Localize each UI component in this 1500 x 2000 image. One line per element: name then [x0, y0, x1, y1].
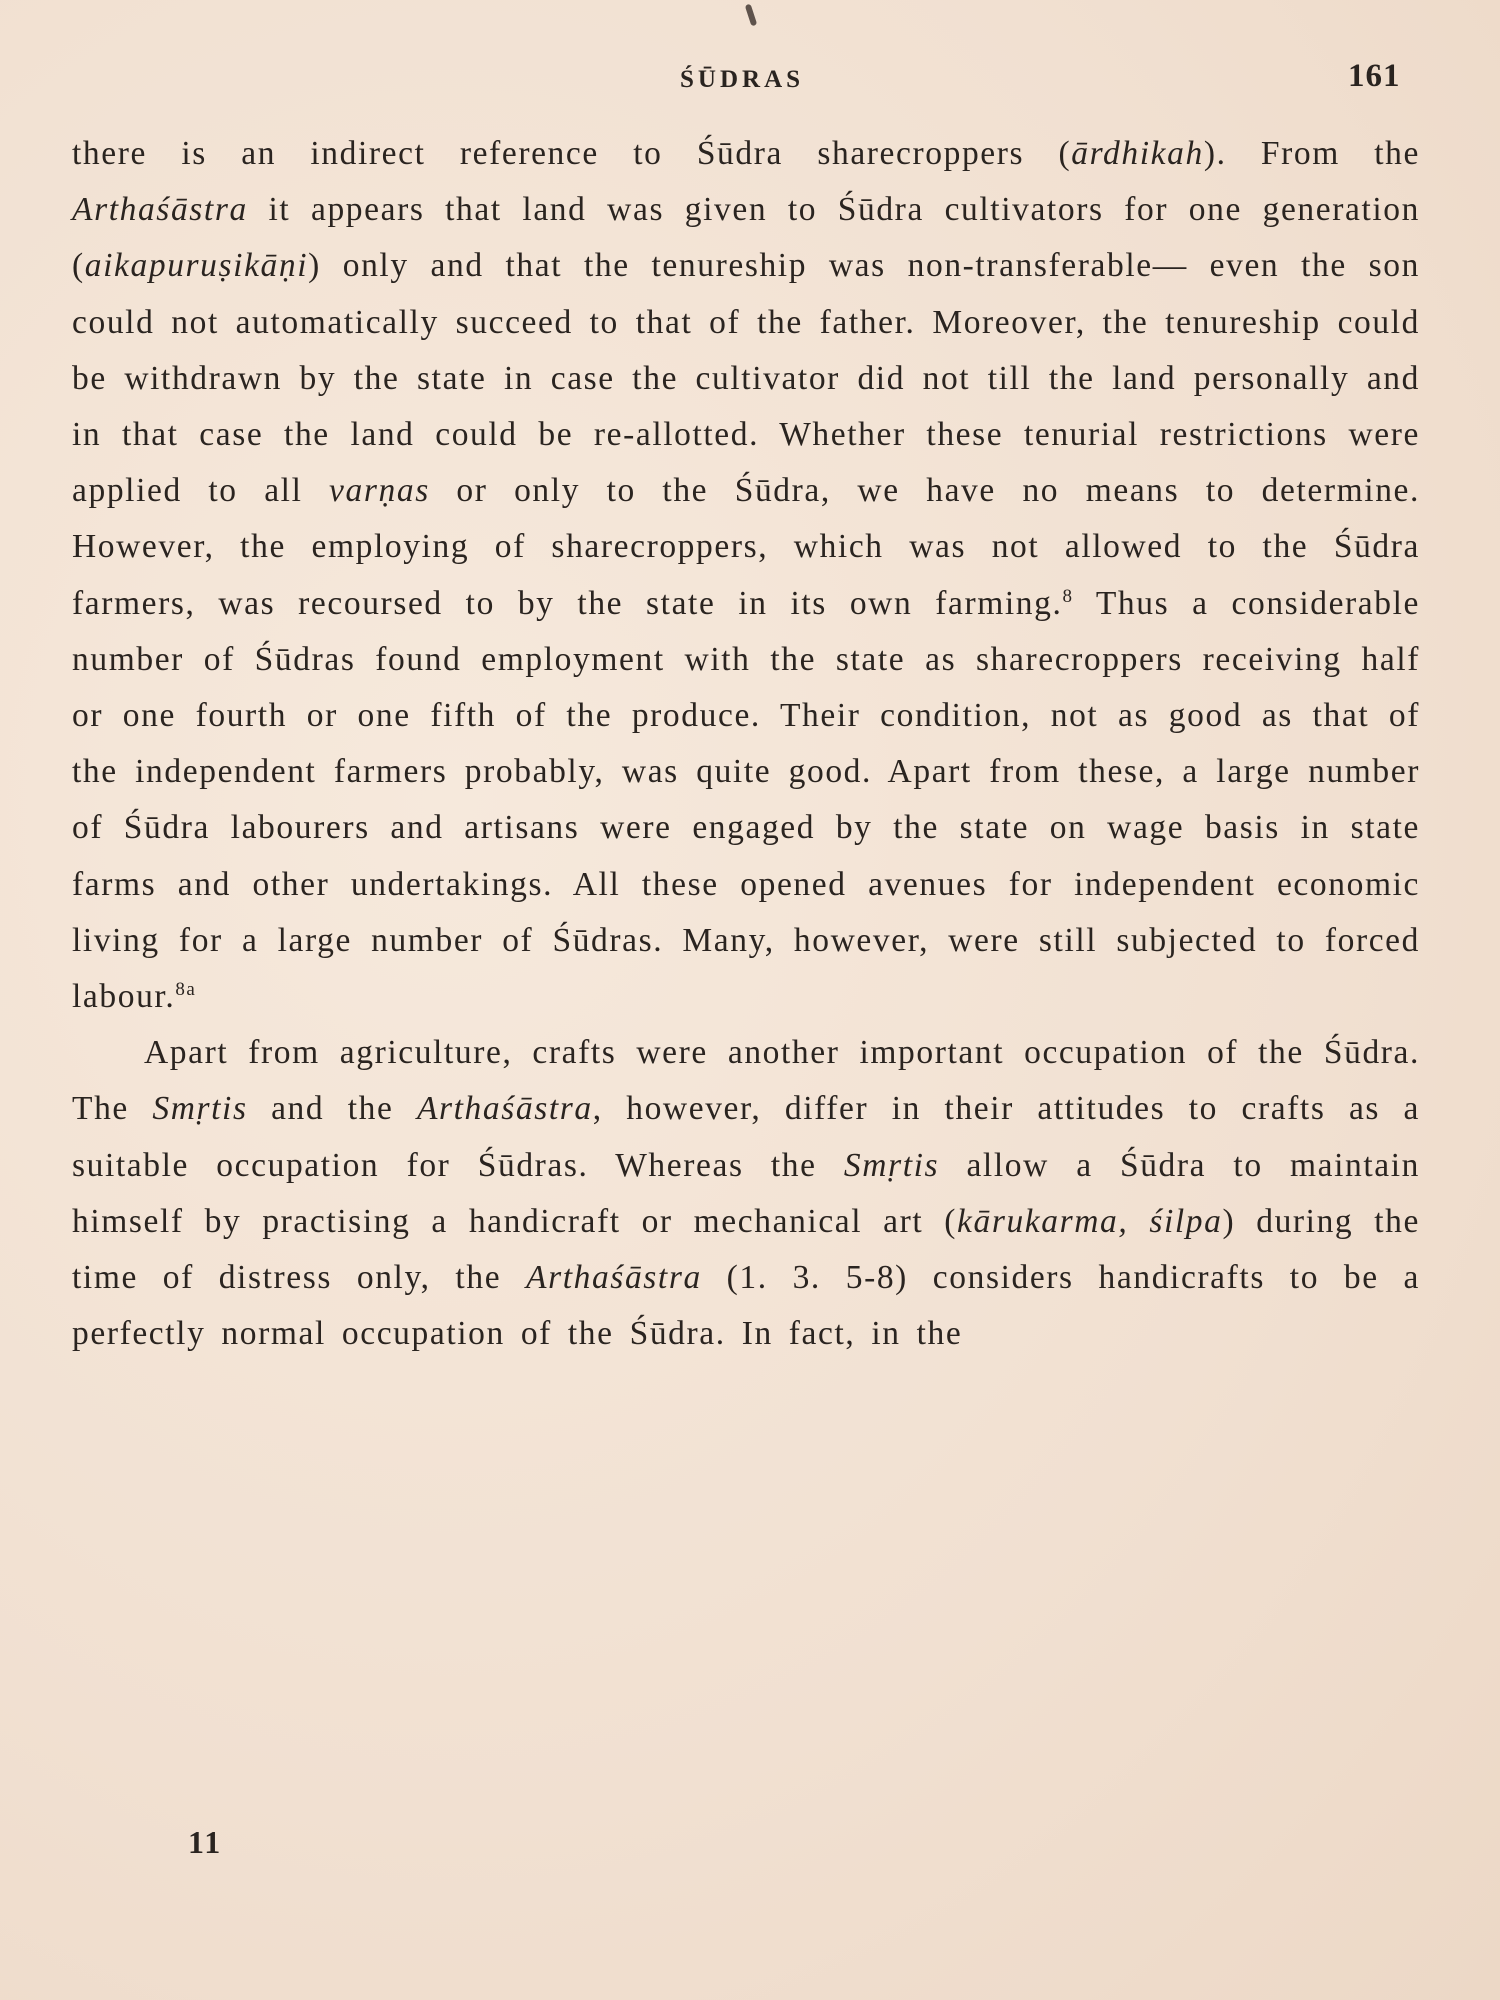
- running-title: ŚŪDRAS: [680, 66, 805, 93]
- italic-term: Arthaśāstra: [526, 1259, 702, 1297]
- text-run: or only to the Śūdra, we have no means to determine. However, the employing of sharecroppers, which was not allowed to the Śūdra farmers, was recoursed to by the state in its own farming.: [72, 472, 1420, 622]
- text-run: and the: [247, 1090, 417, 1128]
- running-head: [0, 58, 1500, 98]
- ink-mark: [745, 4, 758, 27]
- italic-term: Arthaśāstra: [72, 191, 248, 229]
- text-run: ) only and that the tenureship was non-transferable— even the son could not automatically succeed to that of the father. Moreover, the tenureship could be withdrawn by the state in case the cultivator did not till the land personally and in that case the land could be re-allotted. Whether these tenurial restrictions were applied to all: [72, 247, 1420, 510]
- footnote-marker: 8a: [175, 978, 197, 1000]
- paragraph-1: [72, 126, 1420, 1025]
- text-run: , however, differ in their attitudes to crafts as a suitable occupation for Śūdras. Whereas the: [72, 1090, 1421, 1184]
- text-run: Apart from agriculture, crafts were another important occupation of the Śūdra. The: [72, 1034, 1420, 1128]
- text-run: there is an indirect reference to Śūdra sharecroppers (: [72, 135, 1072, 172]
- italic-term: Smṛtis: [843, 1146, 940, 1184]
- text-run: ) during the time of distress only, the: [72, 1202, 1420, 1297]
- text-run: ). From the: [1203, 135, 1420, 172]
- signature-mark: 11: [188, 1824, 223, 1860]
- paragraph-2: [72, 1025, 1420, 1362]
- text-run: allow a Śūdra to maintain himself by practising a handicraft or mechanical art (: [72, 1146, 1421, 1240]
- text-run: Thus a considerable number of Śūdras found employment with the state as sharecroppers receiving half or one fourth or one fifth of the produce. Their condition, not as good as that of the independent farmers probably, was quite good. Apart from these, a large number of Śūdra labourers and artisans were engaged by the state on wage basis in state farms and other undertakings. All these opened avenues for independent economic living for a large number of Śūdras. Many, however, were still subjected to forced labour.: [72, 584, 1420, 1016]
- body-text: [72, 126, 1420, 1362]
- italic-term: kārukarma, śilpa: [957, 1202, 1223, 1240]
- italic-term: varṇas: [329, 472, 430, 510]
- text-run: (1. 3. 5-8) considers handicrafts to be a perfectly normal occupation of the Śūdra. In fact, in the: [72, 1259, 1420, 1353]
- footnote-marker: 8: [1062, 585, 1074, 607]
- text-run: it appears that land was given to Śūdra cultivators for one generation (: [72, 191, 1420, 285]
- italic-term: ārdhikah: [1071, 135, 1204, 172]
- italic-term: Smṛtis: [152, 1090, 248, 1128]
- page-number: 161: [1348, 58, 1401, 94]
- italic-term: aikapuruṣikāṇi: [84, 247, 309, 285]
- italic-term: Arthaśāstra: [416, 1090, 593, 1128]
